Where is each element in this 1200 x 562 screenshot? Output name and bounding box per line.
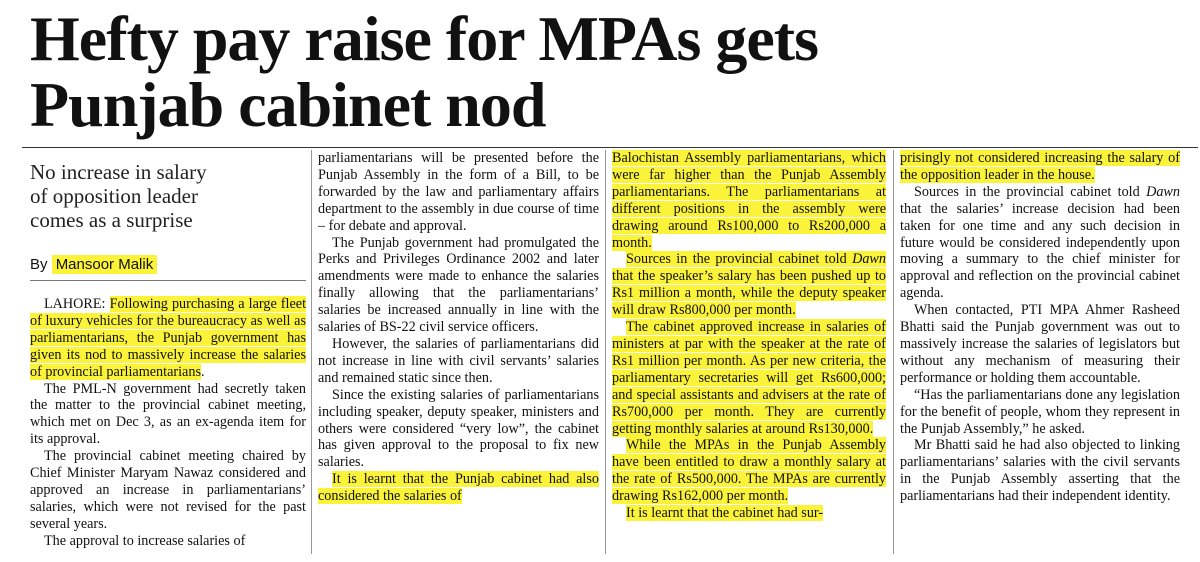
- highlighted-text: The cabinet approved increase in salaries of ministers at par with the speaker at the rate of Rs1 million per month. As per new criteria, the parliamentary secretaries will get Rs600,000; and special assistants and advisers at the rate of Rs700,000 per month. They are currently getting monthly salaries at around Rs130,000.: [612, 319, 886, 437]
- paragraph: parliamentarians will be presented before the Punjab Assembly in the form of a Bill, to be forwarded by the law and parliamentary affairs department to the assembly in due course of time – for debate and approval.: [318, 150, 599, 234]
- highlighted-text: It is learnt that the Punjab cabinet had also considered the salaries of: [318, 471, 599, 505]
- headline-line-2: Punjab cabinet nod: [30, 69, 546, 140]
- text-run: that the salaries’ increase decision had been taken for one time and any such decision in future would be considered independently upon moving a summary to the chief minister for approval and reflection on the provincial cabinet agenda.: [900, 200, 1180, 302]
- highlighted-text: While the MPAs in the Punjab Assembly have been entitled to draw a monthly salary at the rate of Rs500,000. The MPAs are currently drawing Rs162,000 per month.: [612, 437, 886, 505]
- byline: [30, 256, 157, 274]
- headline-line-1: Hefty pay raise for MPAs gets: [30, 3, 818, 74]
- highlighted-text: [612, 251, 886, 318]
- paragraph: Since the existing salaries of parliamentarians including speaker, deputy speaker, ministers and others were considered “very low”, the cabinet has given approval to the proposal to fix new salaries.: [318, 386, 599, 471]
- subhead-line-2: of opposition leader: [30, 184, 198, 208]
- highlighted-text: prisingly not considered increasing the salary of the opposition leader in the house.: [900, 150, 1180, 183]
- dateline: LAHORE:: [44, 296, 106, 312]
- paragraph: [900, 150, 1180, 184]
- text-run: Sources in the provincial cabinet told: [626, 251, 847, 268]
- subhead-line-1: No increase in salary: [30, 160, 207, 184]
- paragraph: “Has the parliamentarians done any legislation for the benefit of people, whom they represent in the Punjab Assembly,” he asked.: [900, 386, 1180, 437]
- column-divider-1: [311, 150, 312, 554]
- byline-rule: [30, 280, 306, 281]
- text-run: Sources in the provincial cabinet told: [914, 183, 1140, 200]
- paragraph: The Punjab government had promulgated the Perks and Privileges Ordinance 2002 and later amendments were made to enhance the salaries finally allowing that the parliamentarians’ salaries be increased annually in line with the salaries of BS-22 civil service officers.: [318, 234, 599, 336]
- subhead-line-3: comes as a surprise: [30, 208, 193, 232]
- highlighted-text: Balochistan Assembly parliamentarians, which were far higher than the Punjab Assembly parliamentarians. The parliamentarians at different positions in the assembly were drawing around Rs100,000 to Rs200,000 a month.: [612, 150, 886, 251]
- headline: [30, 3, 1180, 140]
- paragraph: The provincial cabinet meeting chaired by Chief Minister Maryam Nawaz considered and approved an increase in parliamentarians’ salaries, which were not revised for the past several years.: [30, 448, 306, 532]
- paragraph: [318, 471, 599, 505]
- paragraph: [900, 184, 1180, 302]
- lead-end: .: [200, 363, 205, 380]
- paragraph: However, the salaries of parliamentarians did not increase in line with civil servants’ salaries and remained static since then.: [318, 335, 599, 386]
- article-column-3: [612, 150, 886, 522]
- highlighted-text: It is learnt that the cabinet had sur-: [626, 505, 824, 522]
- subheadline: [30, 160, 290, 232]
- highlighted-text: Following purchasing a large fleet of luxury vehicles for the bureaucracy as well as parliamentarians, the Punjab government has given its nod to massively increase the salaries of provincial parliamentarians: [30, 296, 307, 380]
- column-divider-3: [893, 150, 894, 554]
- publication-name: Dawn: [852, 251, 886, 268]
- paragraph: The PML-N government had secretly taken the matter to the provincial cabinet meeting, which met on Dec 3, as an ex-agenda item for its approval.: [30, 380, 306, 448]
- paragraph: When contacted, PTI MPA Ahmer Rasheed Bhatti said the Punjab government was out to massively increase the salaries of legislators but without any mechanism of measuring their performance or holding them accountable.: [900, 302, 1180, 386]
- article-column-2: [318, 150, 599, 505]
- paragraph: [612, 319, 886, 437]
- byline-author: Mansoor Malik: [52, 255, 158, 274]
- column-divider-2: [605, 150, 606, 554]
- paragraph: [612, 251, 886, 319]
- paragraph: [612, 437, 886, 505]
- byline-prefix: By: [30, 256, 48, 273]
- paragraph: Mr Bhatti said he had also objected to linking parliamentarians’ salaries with the civil servants in the Punjab Assembly asserting that the parliamentarians had their independent identity.: [900, 437, 1180, 505]
- paragraph: [612, 150, 886, 251]
- publication-name: Dawn: [1146, 183, 1180, 200]
- text-run: that the speaker’s salary has been pushed up to Rs1 million a month, while the deputy speaker will draw Rs800,000 per month.: [612, 268, 886, 319]
- paragraph: The approval to increase salaries of: [44, 532, 246, 549]
- paragraph-lead: [30, 296, 306, 381]
- headline-divider: [22, 147, 1198, 148]
- article-column-1: [30, 296, 306, 550]
- paragraph: [612, 505, 886, 522]
- article-column-4: [900, 150, 1180, 505]
